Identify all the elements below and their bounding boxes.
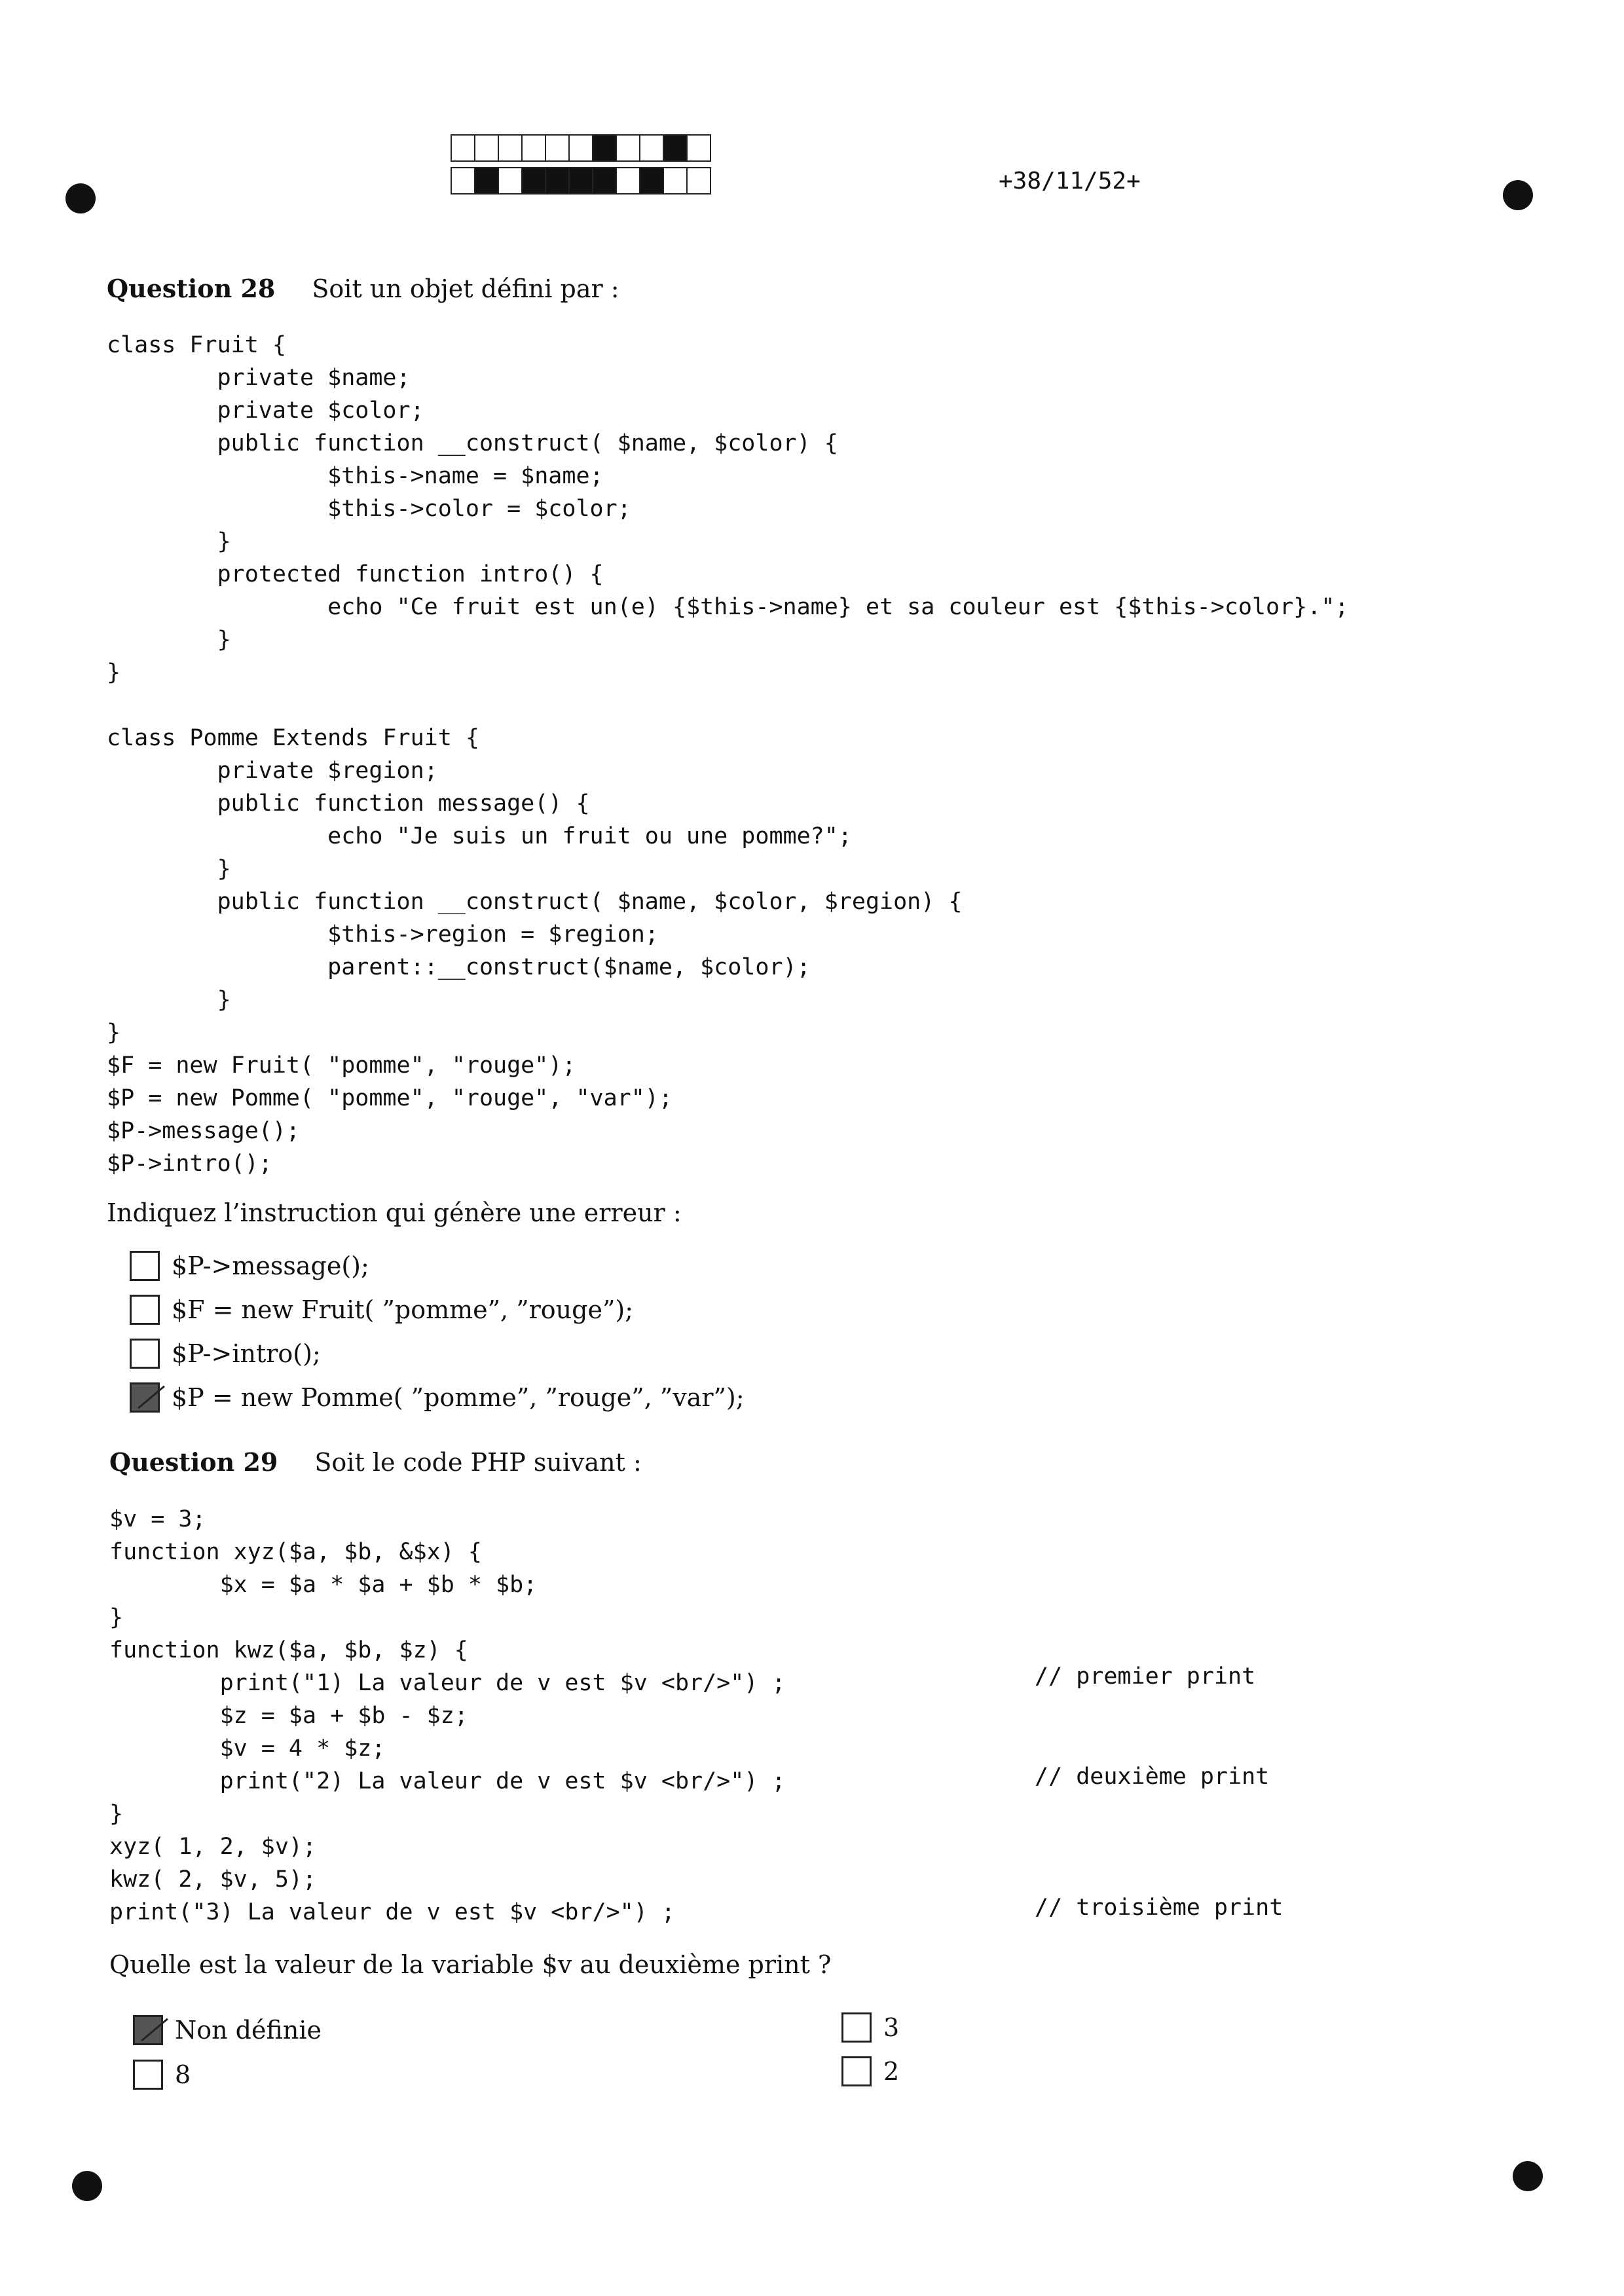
registration-mark-top-right xyxy=(1503,180,1533,210)
code-line: function xyz($a, $b, &$x) { xyxy=(109,1539,482,1565)
q29-option-1[interactable] xyxy=(133,2015,322,2045)
code-line: $P->message(); xyxy=(107,1118,301,1144)
q28-option-4[interactable] xyxy=(130,1382,745,1413)
option-label: $P->message(); xyxy=(172,1251,369,1280)
registration-mark-top-left xyxy=(65,183,96,213)
code-line: $v = 3; xyxy=(109,1506,206,1532)
code-line: function kwz($a, $b, $z) { xyxy=(109,1637,468,1663)
code-line: $z = $a + $b - $z; xyxy=(109,1703,468,1729)
code-line: } xyxy=(107,659,121,686)
code-line: } xyxy=(107,856,231,882)
registration-mark-bottom-right xyxy=(1513,2161,1543,2191)
code-line: $this->name = $name; xyxy=(107,463,604,489)
student-id-barcode-row-2 xyxy=(451,167,710,194)
code-line: $v = 4 * $z; xyxy=(109,1735,386,1762)
question-text: Soit un objet défini par : xyxy=(312,274,619,303)
barcode-cell xyxy=(498,167,523,194)
question-28-heading xyxy=(107,274,619,303)
barcode-cell xyxy=(686,167,711,194)
code-line: echo "Je suis un fruit ou une pomme?"; xyxy=(107,823,852,849)
option-label: 8 xyxy=(175,2060,191,2089)
code-comment-2: // deuxième print xyxy=(1035,1764,1270,1790)
barcode-cell xyxy=(568,134,593,162)
code-line: public function message() { xyxy=(107,790,590,817)
barcode-cell xyxy=(474,167,499,194)
barcode-cell xyxy=(451,134,475,162)
code-line: $P = new Pomme( "pomme", "rouge", "var"); xyxy=(107,1085,673,1111)
code-line: $F = new Fruit( "pomme", "rouge"); xyxy=(107,1052,576,1079)
barcode-cell xyxy=(592,134,617,162)
barcode-cell xyxy=(451,167,475,194)
student-id-barcode-row-1 xyxy=(451,134,710,162)
code-line: class Fruit { xyxy=(107,332,286,358)
checkbox-checked[interactable] xyxy=(130,1382,160,1413)
barcode-cell xyxy=(521,134,546,162)
code-line: echo "Ce fruit est un(e) {$this->name} et sa couleur est {$this->color}."; xyxy=(107,594,1349,620)
code-line: print("1) La valeur de v est $v <br/>") ; xyxy=(109,1670,786,1696)
option-label: 2 xyxy=(883,2057,900,2086)
barcode-cell xyxy=(568,167,593,194)
checkbox[interactable] xyxy=(130,1251,160,1281)
barcode-cell xyxy=(474,134,499,162)
code-line: } xyxy=(107,1020,121,1046)
q29-option-3[interactable] xyxy=(841,2012,899,2043)
barcode-cell xyxy=(639,134,664,162)
code-comment-3: // troisième print xyxy=(1035,1895,1283,1921)
question-29-code xyxy=(109,1503,786,1929)
barcode-cell xyxy=(616,134,640,162)
code-comment-1: // premier print xyxy=(1035,1663,1256,1690)
code-line: class Pomme Extends Fruit { xyxy=(107,725,479,751)
barcode-cell xyxy=(639,167,664,194)
code-line: $x = $a * $a + $b * $b; xyxy=(109,1572,538,1598)
code-line: print("3) La valeur de v est $v <br/>") ; xyxy=(109,1899,675,1925)
question-29-heading xyxy=(109,1447,642,1477)
code-line: } xyxy=(109,1801,124,1827)
question-28-prompt: Indiquez l’instruction qui génère une erreur : xyxy=(107,1198,682,1227)
code-line: xyz( 1, 2, $v); xyxy=(109,1834,317,1860)
checkbox[interactable] xyxy=(133,2060,163,2090)
code-line: private $region; xyxy=(107,758,438,784)
code-line: parent::__construct($name, $color); xyxy=(107,954,811,980)
code-line: kwz( 2, $v, 5); xyxy=(109,1866,317,1893)
question-29-prompt: Quelle est la valeur de la variable $v au deuxième print ? xyxy=(109,1950,832,1979)
option-label: 3 xyxy=(883,2013,900,2042)
code-line: private $color; xyxy=(107,398,424,424)
page-id: +38/11/52+ xyxy=(999,168,1141,194)
code-line: $this->color = $color; xyxy=(107,496,631,522)
barcode-cell xyxy=(686,134,711,162)
option-label: $P->intro(); xyxy=(172,1339,321,1368)
question-label: Question 29 xyxy=(109,1447,278,1477)
checkbox[interactable] xyxy=(130,1295,160,1325)
question-label: Question 28 xyxy=(107,274,276,303)
barcode-cell xyxy=(616,167,640,194)
code-line xyxy=(107,689,1348,722)
q29-option-2[interactable] xyxy=(133,2060,191,2090)
code-line: private $name; xyxy=(107,365,411,391)
code-line: $this->region = $region; xyxy=(107,921,659,948)
question-text: Soit le code PHP suivant : xyxy=(314,1448,642,1477)
code-line: } xyxy=(107,987,231,1013)
q28-option-3[interactable] xyxy=(130,1339,321,1369)
barcode-cell xyxy=(663,134,688,162)
code-line: } xyxy=(107,627,231,653)
question-28-code xyxy=(107,329,1348,1180)
q29-option-4[interactable] xyxy=(841,2056,899,2086)
checkbox[interactable] xyxy=(130,1339,160,1369)
barcode-cell xyxy=(545,134,570,162)
code-line: public function __construct( $name, $color) { xyxy=(107,430,838,456)
barcode-cell xyxy=(498,134,523,162)
barcode-cell xyxy=(592,167,617,194)
code-line: public function __construct( $name, $color, $region) { xyxy=(107,889,963,915)
code-line: $P->intro(); xyxy=(107,1151,272,1177)
code-line: } xyxy=(107,528,231,555)
barcode-cell xyxy=(521,167,546,194)
checkbox-checked[interactable] xyxy=(133,2015,163,2045)
code-line: } xyxy=(109,1604,124,1631)
registration-mark-bottom-left xyxy=(72,2171,102,2201)
option-label: $F = new Fruit( ”pomme”, ”rouge”); xyxy=(172,1295,634,1324)
barcode-cell xyxy=(663,167,688,194)
option-label: $P = new Pomme( ”pomme”, ”rouge”, ”var”); xyxy=(172,1383,745,1412)
barcode-cell xyxy=(545,167,570,194)
checkbox[interactable] xyxy=(841,2056,872,2086)
checkbox[interactable] xyxy=(841,2012,872,2043)
q28-option-1[interactable] xyxy=(130,1251,369,1281)
option-label: Non définie xyxy=(175,2016,322,2045)
code-line: print("2) La valeur de v est $v <br/>") ; xyxy=(109,1768,786,1794)
code-line: protected function intro() { xyxy=(107,561,604,587)
q28-option-2[interactable] xyxy=(130,1295,633,1325)
